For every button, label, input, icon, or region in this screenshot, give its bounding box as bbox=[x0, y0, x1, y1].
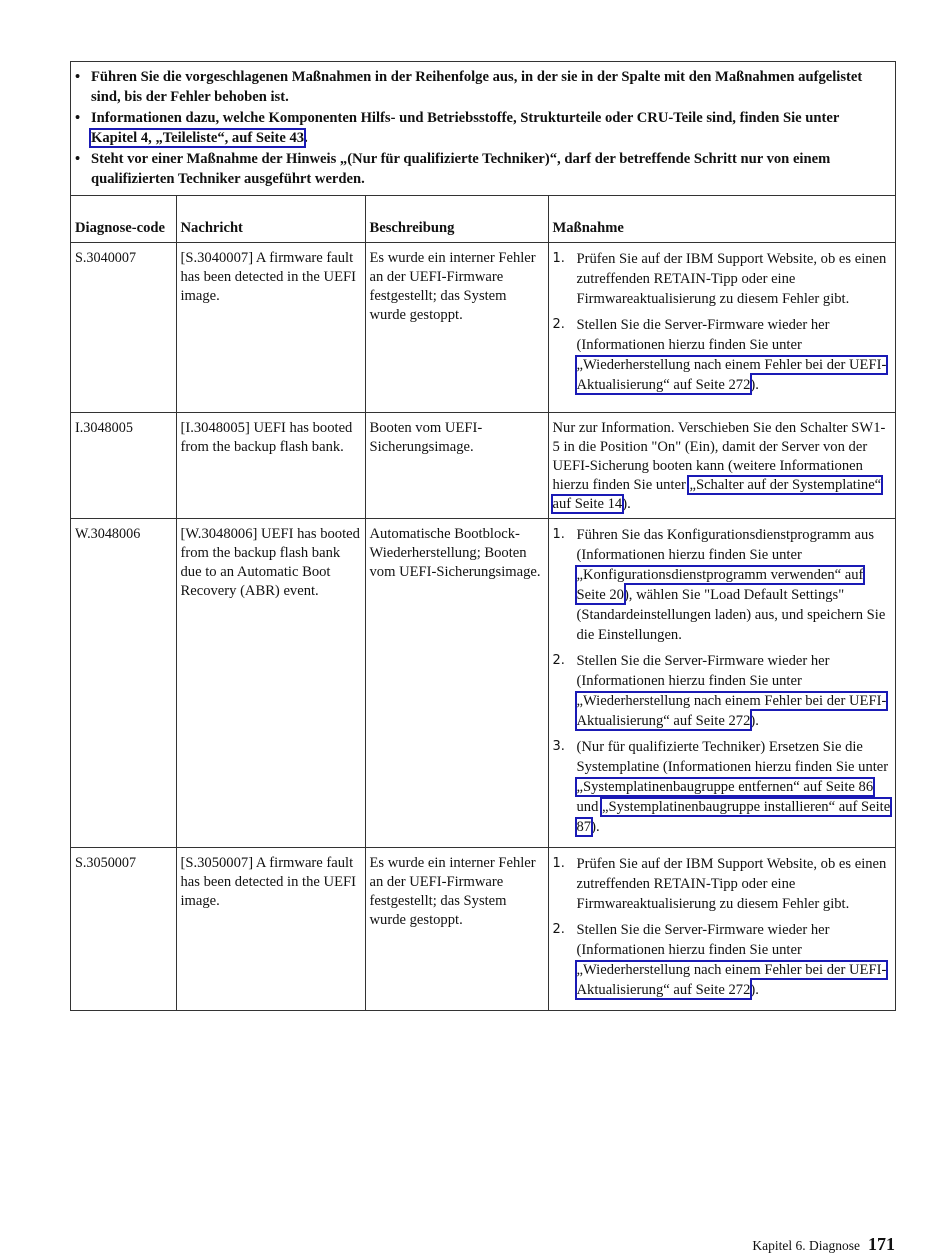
action-step bbox=[553, 249, 892, 309]
action-steps bbox=[553, 249, 892, 395]
switch-link[interactable]: „Schalter auf der Systemplatine“ auf Seite 14 bbox=[552, 477, 882, 512]
step-text: Prüfen Sie auf der IBM Support Website, ob es einen zutreffenden RETAIN-Tipp oder eine Firmwareaktualisierung zu diesem Fehler gibt. bbox=[576, 251, 887, 307]
diag-description: Es wurde ein interner Fehler an der UEFI-Firmware festgestellt; das System wurde gestoppt. bbox=[365, 243, 548, 413]
diag-code: S.3050007 bbox=[71, 848, 176, 1011]
action-step bbox=[553, 651, 892, 731]
diag-message: [S.3040007] A firmware fault has been detected in the UEFI image. bbox=[176, 243, 365, 413]
uefi-recovery-link[interactable]: „Wiederherstellung nach einem Fehler bei der UEFI-Aktualisierung“ auf Seite 272 bbox=[576, 962, 887, 998]
step-text: Prüfen Sie auf der IBM Support Website, ob es einen zutreffenden RETAIN-Tipp oder eine Firmwareaktualisierung zu diesem Fehler gibt. bbox=[576, 856, 887, 912]
step-number: 2. bbox=[552, 317, 565, 332]
header-message: Nachricht bbox=[176, 196, 365, 243]
step-number: 1. bbox=[552, 856, 565, 871]
diag-action bbox=[548, 243, 895, 413]
step-text-after: ). bbox=[591, 819, 600, 835]
action-steps bbox=[553, 525, 892, 837]
action-step bbox=[553, 525, 892, 645]
diag-action bbox=[548, 848, 895, 1011]
step-number: 3. bbox=[552, 739, 565, 754]
diag-description: Booten vom UEFI-Sicherungsimage. bbox=[365, 413, 548, 519]
action-step bbox=[553, 737, 892, 837]
diag-code: S.3040007 bbox=[71, 243, 176, 413]
note-text: Informationen dazu, welche Komponenten Hilfs- und Betriebsstoffe, Strukturteile oder CRU-Teile sind, finden Sie unter bbox=[91, 110, 840, 126]
step-text: Stellen Sie die Server-Firmware wieder her (Informationen hierzu finden Sie unter bbox=[576, 922, 830, 958]
note-text: Steht vor einer Maßnahme der Hinweis „(Nur für qualifizierte Techniker)“, darf der betreffende Schritt nur von einem qualifizierten Techniker ausgeführt werden. bbox=[91, 151, 831, 187]
parts-list-link[interactable]: Kapitel 4, „Teileliste“, auf Seite 43 bbox=[91, 129, 305, 146]
table-header-row bbox=[71, 196, 895, 243]
step-text: Stellen Sie die Server-Firmware wieder her (Informationen hierzu finden Sie unter bbox=[576, 317, 830, 353]
diag-action bbox=[548, 519, 895, 848]
step-text-after: ). bbox=[750, 377, 759, 393]
diag-code: W.3048006 bbox=[71, 519, 176, 848]
action-text: Nur zur Information. Verschieben Sie den Schalter SW1-5 in die Position "On" (Ein), damit der Server von der UEFI-Sicherung booten kann (weitere Informationen hierzu finden Sie unter bbox=[552, 420, 886, 493]
notes-box bbox=[71, 62, 895, 196]
step-text-mid: und bbox=[576, 799, 603, 815]
page-number: 171 bbox=[868, 1234, 895, 1254]
step-number: 2. bbox=[552, 653, 565, 668]
table-row bbox=[71, 519, 895, 848]
step-text-after: ). bbox=[750, 713, 759, 729]
step-text-after: ). bbox=[750, 982, 759, 998]
page-footer bbox=[752, 1234, 895, 1255]
step-number: 1. bbox=[552, 251, 565, 266]
footer-chapter: Kapitel 6. Diagnose bbox=[752, 1238, 860, 1253]
diagnostics-table-frame bbox=[70, 61, 896, 1011]
table-row bbox=[71, 243, 895, 413]
config-utility-link[interactable]: „Konfigurationsdienstprogramm verwenden“ auf Seite 20 bbox=[576, 567, 864, 603]
board-install-link[interactable]: „Systemplatinenbaugruppe installieren“ auf Seite 87 bbox=[576, 799, 891, 835]
diag-code: I.3048005 bbox=[71, 413, 176, 519]
step-text: Stellen Sie die Server-Firmware wieder her (Informationen hierzu finden Sie unter bbox=[576, 653, 830, 689]
header-code: Diagnose-code bbox=[75, 220, 165, 236]
header-description: Beschreibung bbox=[365, 196, 548, 243]
action-step bbox=[553, 920, 892, 1000]
note-text: Führen Sie die vorgeschlagenen Maßnahmen in der Reihenfolge aus, in der sie in der Spalte mit den Maßnahmen aufgelistet sind, bis der Fehler behoben ist. bbox=[91, 69, 863, 105]
note-item bbox=[71, 150, 887, 189]
note-text: . bbox=[304, 129, 308, 146]
action-step bbox=[553, 854, 892, 914]
header-action: Maßnahme bbox=[548, 196, 895, 243]
uefi-recovery-link[interactable]: „Wiederherstellung nach einem Fehler bei der UEFI-Aktualisierung“ auf Seite 272 bbox=[576, 357, 887, 393]
diag-message: [W.3048006] UEFI has booted from the backup flash bank due to an Automatic Boot Recovery (ABR) event. bbox=[176, 519, 365, 848]
step-text-after: ), wählen Sie "Load Default Settings" (Standardeinstellungen laden) aus, und speichern Sie die Einstellungen. bbox=[576, 587, 886, 643]
diag-action bbox=[548, 413, 895, 519]
table-row bbox=[71, 413, 895, 519]
step-number: 2. bbox=[552, 922, 565, 937]
bullet-icon: • bbox=[75, 151, 81, 167]
diag-description: Automatische Bootblock-Wiederherstellung; Booten vom UEFI-Sicherungsimage. bbox=[365, 519, 548, 848]
note-item bbox=[71, 109, 887, 148]
diagnostics-table bbox=[71, 196, 895, 1010]
board-remove-link[interactable]: „Systemplatinenbaugruppe entfernen“ auf Seite 86 bbox=[576, 779, 874, 795]
diag-message: [S.3050007] A firmware fault has been detected in the UEFI image. bbox=[176, 848, 365, 1011]
bullet-icon: • bbox=[75, 69, 81, 85]
action-text-after: ). bbox=[622, 496, 631, 512]
step-number: 1. bbox=[552, 527, 565, 542]
bullet-icon: • bbox=[75, 110, 81, 126]
action-steps bbox=[553, 854, 892, 1000]
diag-message: [I.3048005] UEFI has booted from the backup flash bank. bbox=[176, 413, 365, 519]
table-row bbox=[71, 848, 895, 1011]
diag-description: Es wurde ein interner Fehler an der UEFI-Firmware festgestellt; das System wurde gestoppt. bbox=[365, 848, 548, 1011]
note-item bbox=[71, 68, 887, 107]
uefi-recovery-link[interactable]: „Wiederherstellung nach einem Fehler bei der UEFI-Aktualisierung“ auf Seite 272 bbox=[576, 693, 887, 729]
step-text: Führen Sie das Konfigurationsdienstprogramm aus (Informationen hierzu finden Sie unter bbox=[576, 527, 875, 563]
step-text: (Nur für qualifizierte Techniker) Ersetzen Sie die Systemplatine (Informationen hierzu finden Sie unter bbox=[576, 739, 889, 775]
action-step bbox=[553, 315, 892, 395]
